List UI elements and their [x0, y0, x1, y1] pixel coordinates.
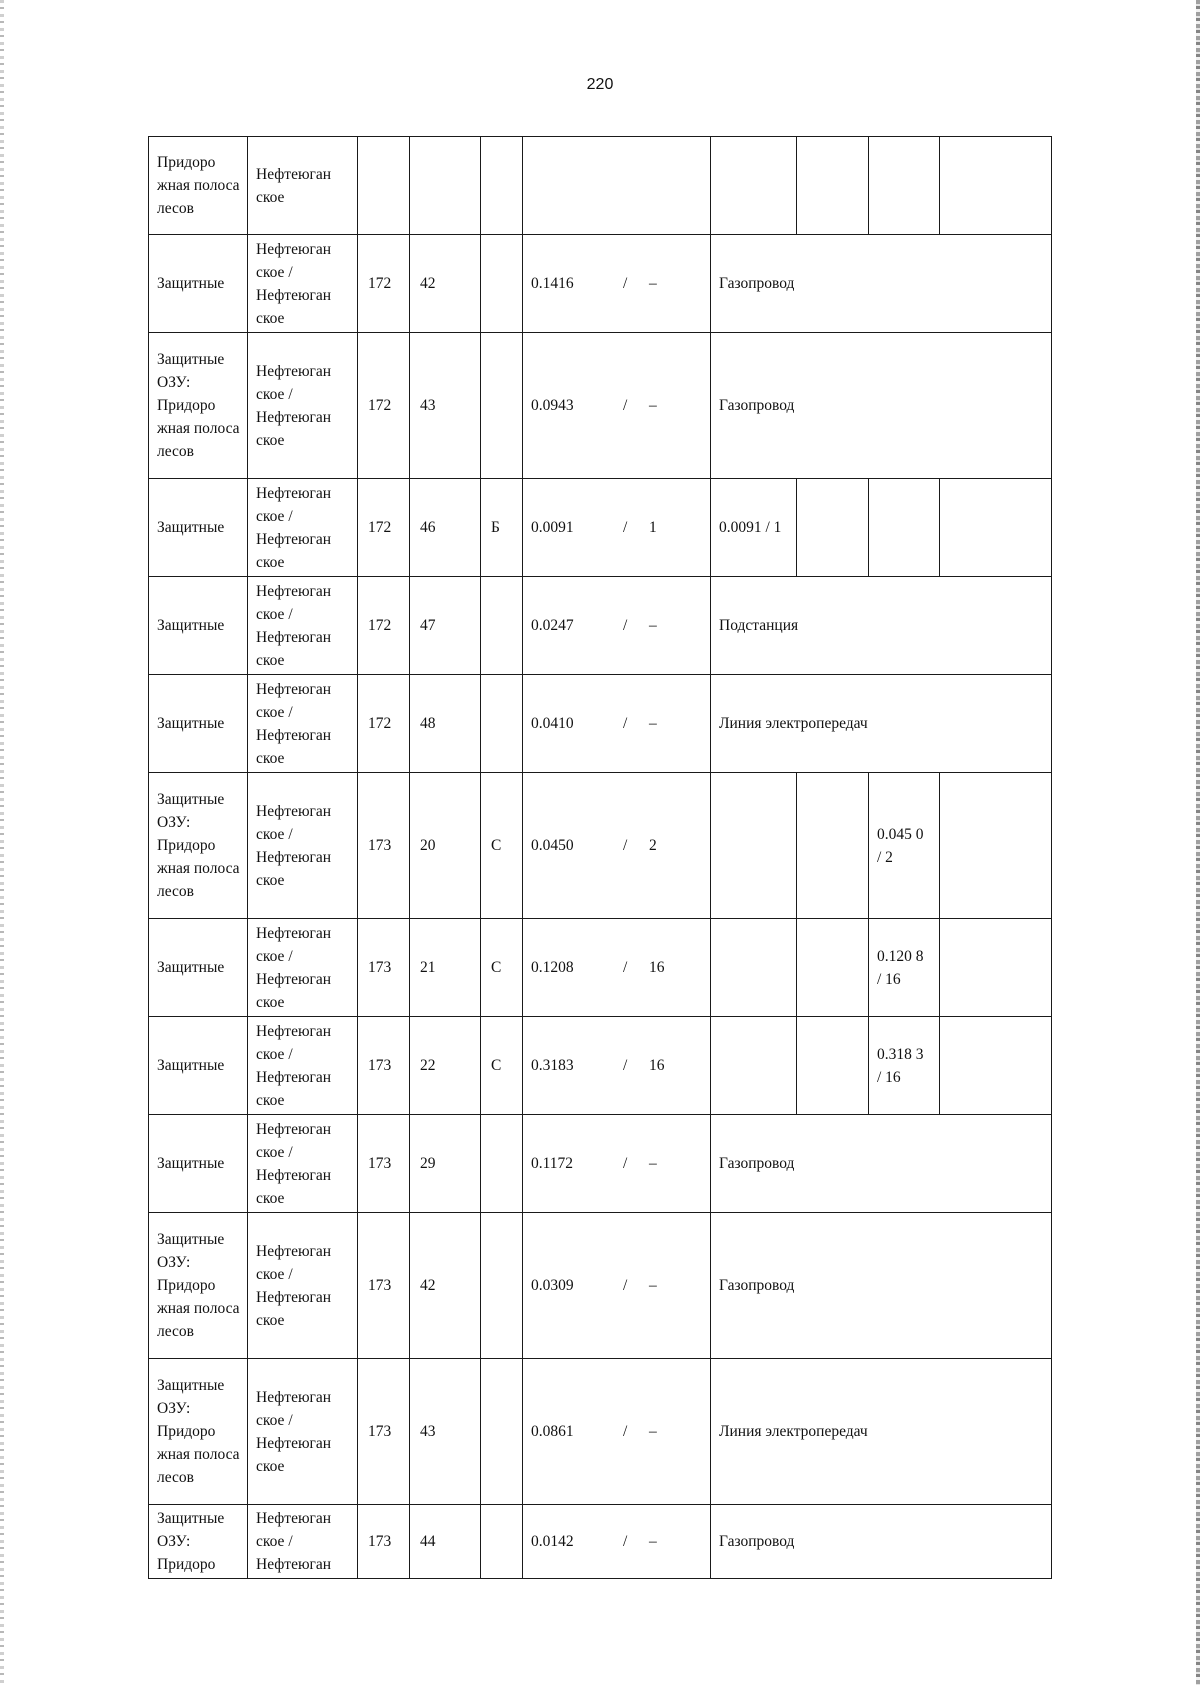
split-cell-3: 0.120 8 / 16: [869, 919, 940, 1017]
split-cell-3: [869, 137, 940, 235]
forestry-cell: Нефтеюган ское / Нефтеюган ское: [248, 919, 358, 1017]
area-value: 0.0309: [531, 1277, 574, 1294]
area-value: 0.0410: [531, 715, 574, 732]
area-cell: [523, 235, 711, 333]
split-cell-4: [940, 773, 1052, 919]
area-suffix: 1: [649, 519, 657, 536]
table-row: [149, 333, 1052, 479]
area-suffix: –: [649, 1155, 657, 1172]
area-separator: /: [623, 519, 628, 536]
table-row: [149, 137, 1052, 235]
table-row: [149, 235, 1052, 333]
area-value: 0.1208: [531, 959, 574, 976]
forestry-cell: Нефтеюган ское / Нефтеюган ское: [248, 773, 358, 919]
area-value: 0.0247: [531, 617, 574, 634]
forestry-cell: Нефтеюган ское / Нефтеюган ское: [248, 1213, 358, 1359]
subdivision-cell: С: [481, 919, 523, 1017]
section-cell: 21: [410, 919, 481, 1017]
area-separator: /: [623, 275, 628, 292]
forestry-cell: Нефтеюган ское: [248, 137, 358, 235]
land-use-cell: Защитные: [149, 1017, 248, 1115]
forestry-cell: Нефтеюган ское / Нефтеюган: [248, 1505, 358, 1579]
purpose-cell: Газопровод: [711, 1115, 1052, 1213]
split-cell-4: [940, 919, 1052, 1017]
area-suffix: –: [649, 1423, 657, 1440]
land-use-cell: Защитные ОЗУ: Придоро: [149, 1505, 248, 1579]
area-value: 0.0943: [531, 397, 574, 414]
section-cell: 44: [410, 1505, 481, 1579]
quarter-cell: 173: [358, 919, 410, 1017]
land-use-cell: Защитные: [149, 919, 248, 1017]
table-row: [149, 479, 1052, 577]
area-cell: [523, 675, 711, 773]
land-use-cell: Защитные ОЗУ: Придоро жная полоса лесов: [149, 1359, 248, 1505]
land-use-cell: Защитные: [149, 1115, 248, 1213]
area-cell: [523, 479, 711, 577]
area-suffix: –: [649, 617, 657, 634]
area-value: 0.1416: [531, 275, 574, 292]
quarter-cell: 173: [358, 1359, 410, 1505]
quarter-cell: 173: [358, 1505, 410, 1579]
section-cell: 48: [410, 675, 481, 773]
forest-plots-table: [148, 136, 1052, 1579]
section-cell: 47: [410, 577, 481, 675]
scan-edge-right: [1196, 0, 1200, 1685]
area-suffix: 16: [649, 1057, 665, 1074]
forestry-cell: Нефтеюган ское / Нефтеюган ское: [248, 479, 358, 577]
area-cell: [523, 1017, 711, 1115]
forestry-cell: Нефтеюган ское / Нефтеюган ское: [248, 1017, 358, 1115]
quarter-cell: 172: [358, 675, 410, 773]
purpose-cell: Газопровод: [711, 333, 1052, 479]
split-cell-2: [797, 137, 869, 235]
area-separator: /: [623, 1533, 628, 1550]
table-row: [149, 675, 1052, 773]
page-number: 220: [586, 76, 614, 93]
split-cell-4: [940, 1017, 1052, 1115]
subdivision-cell: [481, 235, 523, 333]
area-separator: /: [623, 959, 628, 976]
area-suffix: –: [649, 715, 657, 732]
area-cell: [523, 1359, 711, 1505]
table-row: [149, 1359, 1052, 1505]
area-separator: /: [623, 397, 628, 414]
purpose-cell: Подстанция: [711, 577, 1052, 675]
section-cell: 22: [410, 1017, 481, 1115]
split-cell-1: [711, 919, 797, 1017]
area-separator: /: [623, 715, 628, 732]
area-value: 0.1172: [531, 1155, 574, 1172]
split-cell-2: [797, 919, 869, 1017]
area-suffix: –: [649, 397, 657, 414]
land-use-cell: Защитные ОЗУ: Придоро жная полоса лесов: [149, 1213, 248, 1359]
purpose-cell: Линия электропередач: [711, 1359, 1052, 1505]
table-row: [149, 1115, 1052, 1213]
land-use-cell: Защитные ОЗУ: Придоро жная полоса лесов: [149, 773, 248, 919]
split-cell-3: [869, 479, 940, 577]
area-separator: /: [623, 1057, 628, 1074]
area-cell: [523, 137, 711, 235]
table-row: [149, 1213, 1052, 1359]
split-cell-2: [797, 479, 869, 577]
area-value: 0.0091: [531, 519, 574, 536]
area-suffix: 2: [649, 837, 657, 854]
subdivision-cell: [481, 1213, 523, 1359]
section-cell: 29: [410, 1115, 481, 1213]
area-separator: /: [623, 837, 628, 854]
subdivision-cell: С: [481, 1017, 523, 1115]
land-use-cell: Защитные: [149, 675, 248, 773]
area-cell: [523, 1213, 711, 1359]
area-cell: [523, 919, 711, 1017]
subdivision-cell: Б: [481, 479, 523, 577]
split-cell-1: 0.0091 / 1: [711, 479, 797, 577]
table-row: [149, 1505, 1052, 1579]
quarter-cell: 173: [358, 1213, 410, 1359]
quarter-cell: 173: [358, 1017, 410, 1115]
split-cell-1: [711, 1017, 797, 1115]
area-cell: [523, 1115, 711, 1213]
area-cell: [523, 333, 711, 479]
scan-edge-left: [0, 0, 4, 1685]
purpose-cell: Газопровод: [711, 1213, 1052, 1359]
quarter-cell: 172: [358, 479, 410, 577]
area-value: 0.3183: [531, 1057, 574, 1074]
area-cell: [523, 773, 711, 919]
table-row: [149, 1017, 1052, 1115]
subdivision-cell: [481, 577, 523, 675]
split-cell-4: [940, 479, 1052, 577]
area-value: 0.0450: [531, 837, 574, 854]
area-separator: /: [623, 617, 628, 634]
land-use-cell: Придоро жная полоса лесов: [149, 137, 248, 235]
section-cell: [410, 137, 481, 235]
forestry-cell: Нефтеюган ское / Нефтеюган ское: [248, 235, 358, 333]
forestry-cell: Нефтеюган ское / Нефтеюган ское: [248, 1359, 358, 1505]
split-cell-2: [797, 773, 869, 919]
area-suffix: –: [649, 1533, 657, 1550]
area-suffix: –: [649, 1277, 657, 1294]
purpose-cell: Газопровод: [711, 235, 1052, 333]
forestry-cell: Нефтеюган ское / Нефтеюган ское: [248, 577, 358, 675]
split-cell-4: [940, 137, 1052, 235]
split-cell-1: [711, 773, 797, 919]
area-cell: [523, 1505, 711, 1579]
quarter-cell: 173: [358, 1115, 410, 1213]
section-cell: 43: [410, 333, 481, 479]
purpose-cell: Линия электропередач: [711, 675, 1052, 773]
section-cell: 20: [410, 773, 481, 919]
area-value: 0.0142: [531, 1533, 574, 1550]
split-cell-2: [797, 1017, 869, 1115]
quarter-cell: 172: [358, 333, 410, 479]
split-cell-1: [711, 137, 797, 235]
purpose-cell: Газопровод: [711, 1505, 1052, 1579]
subdivision-cell: [481, 1505, 523, 1579]
area-cell: [523, 577, 711, 675]
forestry-cell: Нефтеюган ское / Нефтеюган ское: [248, 333, 358, 479]
subdivision-cell: [481, 1115, 523, 1213]
area-suffix: 16: [649, 959, 665, 976]
land-use-cell: Защитные: [149, 235, 248, 333]
section-cell: 42: [410, 1213, 481, 1359]
table-row: [149, 773, 1052, 919]
split-cell-3: 0.318 3 / 16: [869, 1017, 940, 1115]
area-separator: /: [623, 1277, 628, 1294]
section-cell: 46: [410, 479, 481, 577]
land-use-cell: Защитные: [149, 577, 248, 675]
forestry-cell: Нефтеюган ское / Нефтеюган ское: [248, 1115, 358, 1213]
subdivision-cell: [481, 333, 523, 479]
quarter-cell: 172: [358, 235, 410, 333]
land-use-cell: Защитные ОЗУ: Придоро жная полоса лесов: [149, 333, 248, 479]
table-body: [149, 137, 1052, 1579]
land-use-cell: Защитные: [149, 479, 248, 577]
quarter-cell: 173: [358, 773, 410, 919]
area-suffix: –: [649, 275, 657, 292]
split-cell-3: 0.045 0 / 2: [869, 773, 940, 919]
subdivision-cell: С: [481, 773, 523, 919]
table-row: [149, 577, 1052, 675]
quarter-cell: [358, 137, 410, 235]
quarter-cell: 172: [358, 577, 410, 675]
area-separator: /: [623, 1423, 628, 1440]
area-separator: /: [623, 1155, 628, 1172]
forestry-cell: Нефтеюган ское / Нефтеюган ское: [248, 675, 358, 773]
section-cell: 42: [410, 235, 481, 333]
subdivision-cell: [481, 675, 523, 773]
subdivision-cell: [481, 1359, 523, 1505]
section-cell: 43: [410, 1359, 481, 1505]
subdivision-cell: [481, 137, 523, 235]
table-row: [149, 919, 1052, 1017]
area-value: 0.0861: [531, 1423, 574, 1440]
